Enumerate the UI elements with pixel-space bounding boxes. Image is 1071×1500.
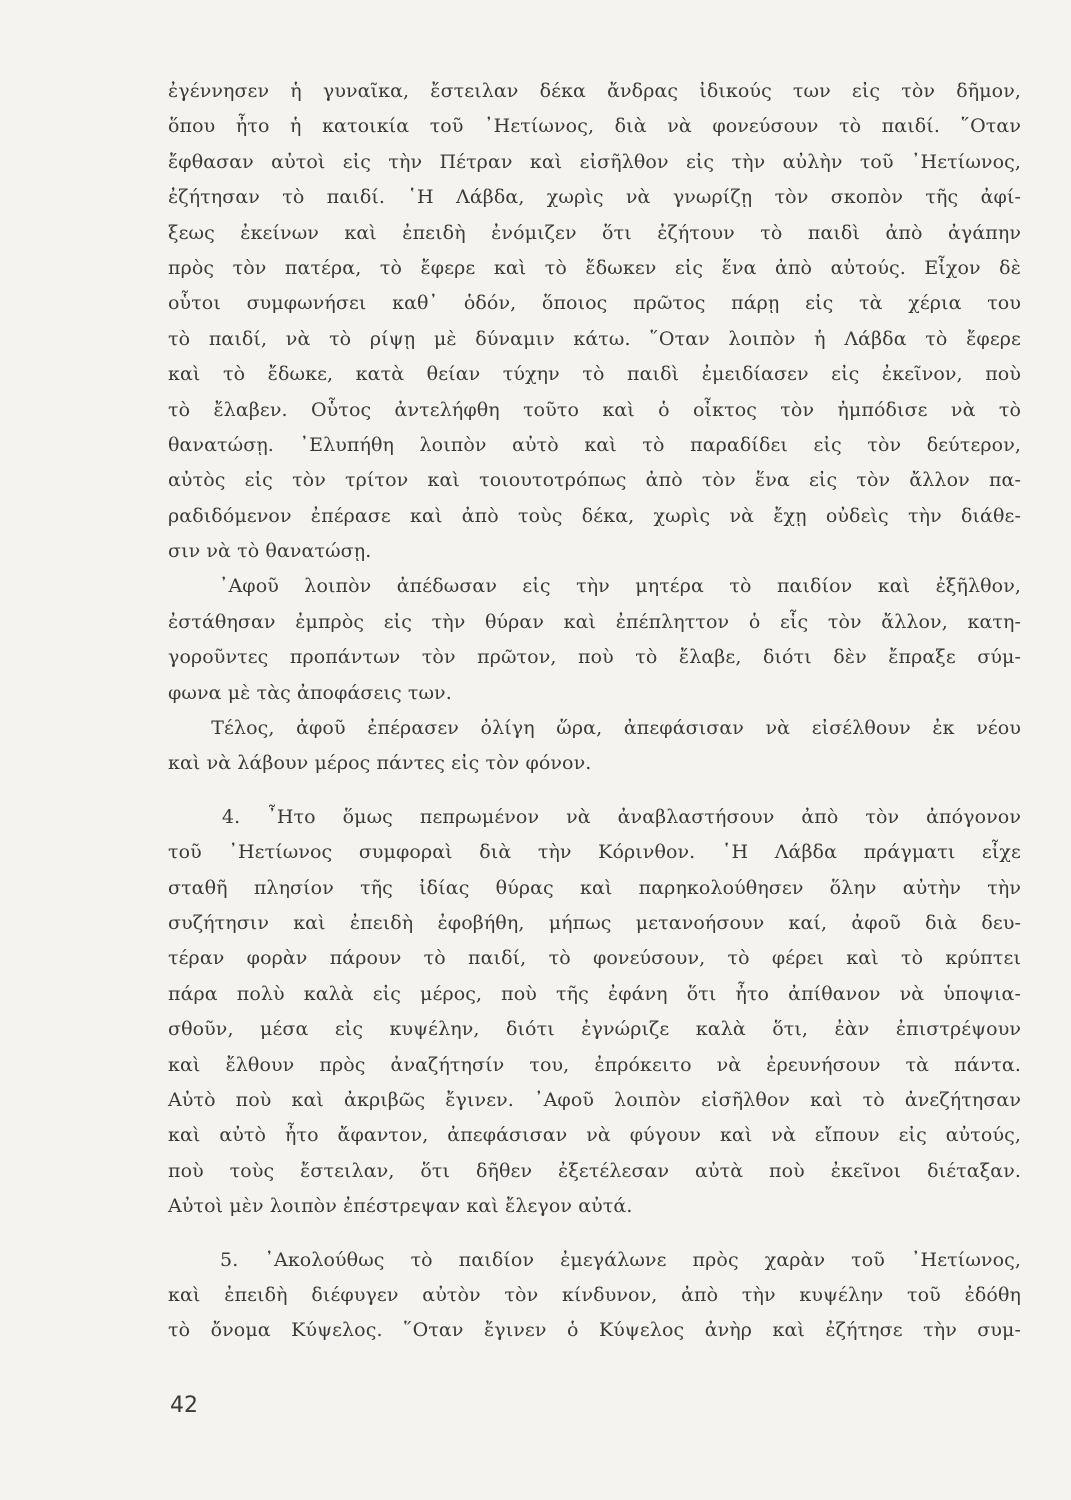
text-line: Αὐτὸ ποὺ καὶ ἀκριβῶς ἔγινεν. ᾽Αφοῦ λοιπὸν εἰσῆλθον καὶ τὸ ἀνεζήτησαν (168, 1088, 1021, 1111)
paragraph-5 (168, 1243, 1021, 1349)
paragraph-4 (168, 800, 1021, 1225)
text-line: σταθῆ πλησίον τῆς ἰδίας θύρας καὶ παρηκολούθησεν ὅλην αὐτὴν τὴν (168, 876, 1021, 899)
text-line: Αὐτοὶ μὲν λοιπὸν ἐπέστρεψαν καὶ ἔλεγον αὐτά. (168, 1195, 633, 1218)
text-line: ἔφθασαν αὐτοὶ εἰς τὴν Πέτραν καὶ εἰσῆλθον εἰς τὴν αὐλὴν τοῦ ᾽Ηετίωνος, (168, 150, 1021, 173)
text-line: φωνα μὲ τὰς ἀποφάσεις των. (168, 681, 452, 704)
paragraph-3 (168, 711, 1021, 782)
text-line: ἐστάθησαν ἐμπρὸς εἰς τὴν θύραν καὶ ἐπέπληττον ὁ εἷς τὸν ἄλλον, κατη- (168, 610, 1021, 633)
text-line: καὶ ἔλθουν πρὸς ἀναζήτησίν του, ἐπρόκειτο νὰ ἐρευνήσουν τὰ πάντα. (168, 1053, 1021, 1076)
text-line: ὅπου ἦτο ἡ κατοικία τοῦ ᾽Ηετίωνος, διὰ νὰ φονεύσουν τὸ παιδί. ῞Οταν (168, 115, 1021, 138)
text-line: πάρα πολὺ καλὰ εἰς μέρος, ποὺ τῆς ἐφάνη ὅτι ἦτο ἀπίθανον νὰ ὑποψια- (168, 982, 1021, 1005)
text-line: οὗτοι συμφωνήσει καθ᾽ ὁδόν, ὅποιος πρῶτος πάρῃ εἰς τὰ χέρια του (168, 292, 1021, 315)
text-line: 5. ᾽Ακολούθως τὸ παιδίον ἐμεγάλωνε πρὸς χαρὰν τοῦ ᾽Ηετίωνος, (168, 1248, 1021, 1271)
text-line: τοῦ ᾽Ηετίωνος συμφοραὶ διὰ τὴν Κόρινθον. ῾Η Λάβδα πράγματι εἶχε (168, 841, 1021, 864)
text-line: θανατώσῃ. ᾽Ελυπήθη λοιπὸν αὐτὸ καὶ τὸ παραδίδει εἰς τὸν δεύτερον, (168, 433, 1021, 456)
text-line: ἐζήτησαν τὸ παιδί. ῾Η Λάβδα, χωρὶς νὰ γνωρίζῃ τὸν σκοπὸν τῆς ἀφί- (168, 186, 1021, 209)
text-line: τὸ παιδί, νὰ τὸ ρίψῃ μὲ δύναμιν κάτω. ῞Οταν λοιπὸν ἡ Λάβδα τὸ ἔφερε (168, 327, 1021, 350)
text-line: γοροῦντες προπάντων τὸν πρῶτον, ποὺ τὸ ἔλαβε, διότι δὲν ἔπραξε σύμ- (168, 646, 1021, 669)
page-body (168, 74, 1021, 1349)
text-line: 4. ῏Ητο ὅμως πεπρωμένον νὰ ἀναβλαστήσουν ἀπὸ τὸν ἀπόγονον (168, 805, 1021, 828)
text-line: ξεως ἐκείνων καὶ ἐπειδὴ ἐνόμιζεν ὅτι ἐζήτουν τὸ παιδὶ ἀπὸ ἀγάπην (168, 221, 1021, 244)
text-line: τὸ ἔλαβεν. Οὗτος ἀντελήφθη τοῦτο καὶ ὁ οἶκτος τὸν ἠμπόδισε νὰ τὸ (168, 398, 1021, 421)
text-line: σιν νὰ τὸ θανατώσῃ. (168, 540, 372, 563)
text-line: ραδιδόμενον ἐπέρασε καὶ ἀπὸ τοὺς δέκα, χωρὶς νὰ ἔχῃ οὐδεὶς τὴν διάθε- (168, 504, 1021, 527)
text-line: ᾽Αφοῦ λοιπὸν ἀπέδωσαν εἰς τὴν μητέρα τὸ παιδίον καὶ ἐξῆλθον, (168, 575, 1021, 598)
text-line: ποὺ τοὺς ἔστειλαν, ὅτι δῆθεν ἐξετέλεσαν αὐτὰ ποὺ ἐκεῖνοι διέταξαν. (168, 1159, 1021, 1182)
paragraph-1 (168, 74, 1021, 569)
text-line: τὸ ὄνομα Κύψελος. ῞Οταν ἔγινεν ὁ Κύψελος ἀνὴρ καὶ ἐζήτησε τὴν συμ- (168, 1319, 1021, 1342)
page-number: 42 (170, 1393, 198, 1418)
text-line: Τέλος, ἀφοῦ ἐπέρασεν ὀλίγη ὥρα, ἀπεφάσισαν νὰ εἰσέλθουν ἐκ νέου (168, 717, 1021, 740)
text-line: συζήτησιν καὶ ἐπειδὴ ἐφοβήθη, μήπως μετανοήσουν καί, ἀφοῦ διὰ δευ- (168, 911, 1021, 934)
text-line: καὶ τὸ ἔδωκε, κατὰ θείαν τύχην τὸ παιδὶ ἐμειδίασεν εἰς ἐκεῖνον, ποὺ (168, 363, 1021, 386)
text-line: καὶ νὰ λάβουν μέρος πάντες εἰς τὸν φόνον. (168, 752, 592, 775)
text-line: ἐγέννησεν ἡ γυναῖκα, ἔστειλαν δέκα ἄνδρας ἰδικούς των εἰς τὸν δῆμον, (168, 80, 1021, 102)
paragraph-2 (168, 569, 1021, 711)
text-line: καὶ ἐπειδὴ διέφυγεν αὐτὸν τὸν κίνδυνον, ἀπὸ τὴν κυψέλην τοῦ ἐδόθη (168, 1283, 1021, 1306)
text-line: αὐτὸς εἰς τὸν τρίτον καὶ τοιουτοτρόπως ἀπὸ τὸν ἕνα εἰς τὸν ἄλλον πα- (168, 469, 1021, 492)
text-line: καὶ αὐτὸ ἦτο ἄφαντον, ἀπεφάσισαν νὰ φύγουν καὶ νὰ εἴπουν εἰς αὐτούς, (168, 1124, 1021, 1147)
text-line: σθοῦν, μέσα εἰς κυψέλην, διότι ἐγνώριζε καλὰ ὅτι, ἐὰν ἐπιστρέψουν (168, 1018, 1021, 1041)
text-line: πρὸς τὸν πατέρα, τὸ ἔφερε καὶ τὸ ἔδωκεν εἰς ἕνα ἀπὸ αὐτούς. Εἶχον δὲ (168, 256, 1021, 279)
text-line: τέραν φορὰν πάρουν τὸ παιδί, τὸ φονεύσουν, τὸ φέρει καὶ τὸ κρύπτει (168, 947, 1021, 970)
